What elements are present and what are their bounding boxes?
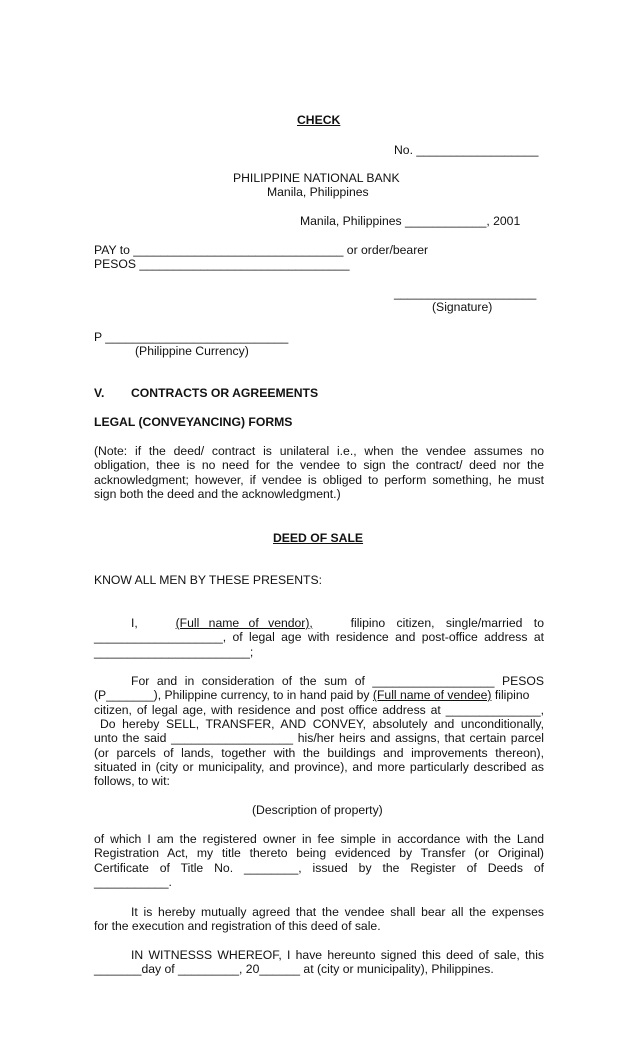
- check-title: CHECK: [297, 113, 341, 127]
- deed-p1-line-1: [131, 616, 544, 631]
- deed-p4-line-2: for the execution and registration of this deed of sale.: [94, 919, 381, 933]
- check-number-line: No. __________________: [394, 143, 539, 157]
- deed-p2-line-5: unto the said __________________ his/her heirs and assigns, that certain parcel: [94, 731, 544, 745]
- deed-p4-line-1: It is hereby mutually agreed that the vendee shall bear all the expenses: [131, 905, 544, 919]
- section-number: V.: [94, 386, 105, 400]
- deed-p3-line-2: Registration Act, my title thereto being evidenced by Transfer (or Original): [94, 846, 544, 860]
- deed-p1-i: I,: [131, 616, 138, 630]
- property-description: (Description of property): [252, 803, 383, 817]
- note-line-3: acknowledgment; however, if vendee is obliged to perform something, he must: [94, 473, 544, 487]
- vendor-name-placeholder: (Full name of vendor),: [175, 616, 313, 630]
- deed-p1-line-3: _______________________;: [94, 645, 254, 659]
- bank-name: PHILIPPINE NATIONAL BANK: [233, 171, 400, 185]
- deed-p2-line-2a: (P_______), Philippine currency, to in hand paid by: [94, 688, 373, 702]
- deed-p2-line-1: For and in consideration of the sum of __________________ PESOS: [131, 674, 544, 688]
- note-line-4: sign both the deed and the acknowledgment.): [94, 487, 341, 501]
- signature-label: (Signature): [432, 300, 493, 314]
- deed-opening: KNOW ALL MEN BY THESE PRESENTS:: [94, 573, 323, 587]
- note-line-2: obligation, thee is no need for the vendee to sign the contract/ deed nor the: [94, 458, 544, 472]
- deed-p2-line-2b: filipino: [491, 688, 530, 702]
- deed-p1-rest: filipino citizen, single/married to: [350, 616, 544, 630]
- deed-p3-line-4: ___________.: [94, 875, 172, 889]
- deed-p2-line-8: follows, to wit:: [94, 774, 170, 788]
- deed-p2-line-2: [94, 688, 529, 703]
- deed-p5-line-2: _______day of _________, 20______ at (city or municipality), Philippines.: [94, 962, 494, 976]
- vendee-name-placeholder: (Full name of vendee): [372, 688, 492, 702]
- deed-p5-line-1: IN WITNESSS WHEREOF, I have hereunto signed this deed of sale, this: [131, 948, 544, 962]
- pesos-line: PESOS _______________________________: [94, 257, 350, 271]
- deed-p2-line-7: situated in (city or municipality, and province), and more particularly described as: [94, 760, 544, 774]
- deed-title: DEED OF SALE: [273, 531, 364, 545]
- amount-line: P ___________________________: [94, 330, 289, 344]
- section-subtitle: LEGAL (CONVEYANCING) FORMS: [94, 415, 293, 429]
- pay-to-line: PAY to _______________________________ or order/bearer: [94, 243, 429, 257]
- note-line-1: (Note: if the deed/ contract is unilateral i.e., when the vendee assumes no: [94, 444, 544, 458]
- deed-p1-line-2: ___________________, of legal age with residence and post-office address at: [94, 630, 544, 644]
- currency-label: (Philippine Currency): [135, 344, 249, 358]
- bank-location: Manila, Philippines: [267, 185, 369, 199]
- deed-p2-line-6: (or parcels of lands, together with the buildings and improvements thereon),: [94, 746, 544, 760]
- section-title: CONTRACTS OR AGREEMENTS: [131, 386, 319, 400]
- signature-line: _____________________: [394, 286, 537, 300]
- deed-p2-line-3: citizen, of legal age, with residence and post office address at ______________,: [94, 703, 544, 717]
- check-date-line: Manila, Philippines ____________, 2001: [300, 214, 521, 228]
- deed-p3-line-3: Certificate of Title No. ________, issued by the Register of Deeds of: [94, 861, 544, 875]
- deed-p2-line-4: Do hereby SELL, TRANSFER, AND CONVEY, absolutely and unconditionally,: [100, 717, 544, 731]
- deed-p3-line-1: of which I am the registered owner in fee simple in accordance with the Land: [94, 832, 544, 846]
